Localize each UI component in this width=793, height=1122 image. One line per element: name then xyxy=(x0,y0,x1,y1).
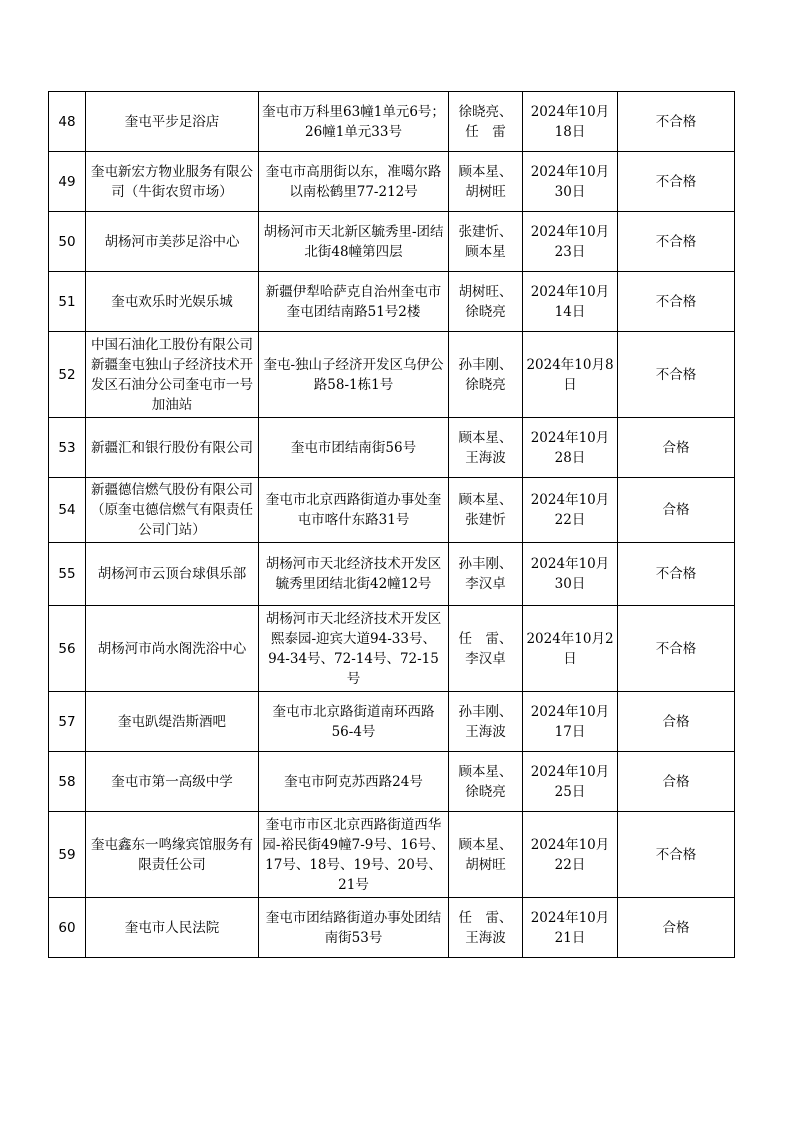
table-row xyxy=(49,478,735,543)
table-row xyxy=(49,898,735,958)
inspection-date-cell: 2024年10月23日 xyxy=(523,212,618,272)
row-number-cell: 52 xyxy=(49,332,86,418)
inspection-result-cell: 不合格 xyxy=(618,332,735,418)
unit-name-cell: 奎屯欢乐时光娱乐城 xyxy=(86,272,259,332)
unit-address-cell: 奎屯市北京西路街道办事处奎屯市喀什东路31号 xyxy=(259,478,449,543)
inspection-result-cell: 合格 xyxy=(618,418,735,478)
inspectors-cell: 孙丰刚、王海波 xyxy=(449,692,523,752)
unit-address-cell: 奎屯市万科里63幢1单元6号；26幢1单元33号 xyxy=(259,92,449,152)
unit-address-cell: 奎屯市市区北京西路街道西华园-裕民街49幢7-9号、16号、17号、18号、19号、20号、21号 xyxy=(259,812,449,898)
inspection-date-cell: 2024年10月22日 xyxy=(523,478,618,543)
inspectors-cell: 顾本星、王海波 xyxy=(449,418,523,478)
table-row xyxy=(49,606,735,692)
unit-address-cell: 奎屯-独山子经济开发区乌伊公路58-1栋1号 xyxy=(259,332,449,418)
table-row xyxy=(49,92,735,152)
unit-address-cell: 奎屯市阿克苏西路24号 xyxy=(259,752,449,812)
inspection-result-cell: 不合格 xyxy=(618,212,735,272)
inspectors-cell: 顾本星、张建忻 xyxy=(449,478,523,543)
inspection-date-cell: 2024年10月30日 xyxy=(523,152,618,212)
inspection-date-cell: 2024年10月25日 xyxy=(523,752,618,812)
unit-address-cell: 奎屯市团结南街56号 xyxy=(259,418,449,478)
row-number-cell: 54 xyxy=(49,478,86,543)
table-row xyxy=(49,692,735,752)
row-number-cell: 57 xyxy=(49,692,86,752)
inspectors-cell: 顾本星、胡树旺 xyxy=(449,812,523,898)
unit-address-cell: 胡杨河市天北新区毓秀里-团结北街48幢第四层 xyxy=(259,212,449,272)
table-row xyxy=(49,812,735,898)
inspection-results-table xyxy=(48,91,735,958)
row-number-cell: 58 xyxy=(49,752,86,812)
unit-name-cell: 胡杨河市尚水阁洗浴中心 xyxy=(86,606,259,692)
inspectors-cell: 孙丰刚、李汉卓 xyxy=(449,543,523,606)
inspection-date-cell: 2024年10月17日 xyxy=(523,692,618,752)
inspection-date-cell: 2024年10月8日 xyxy=(523,332,618,418)
inspection-result-cell: 合格 xyxy=(618,692,735,752)
row-number-cell: 51 xyxy=(49,272,86,332)
unit-name-cell: 奎屯鑫东一鸣缘宾馆服务有限责任公司 xyxy=(86,812,259,898)
inspection-result-cell: 不合格 xyxy=(618,812,735,898)
inspection-result-cell: 不合格 xyxy=(618,152,735,212)
unit-address-cell: 胡杨河市天北经济技术开发区熙泰园-迎宾大道94-33号、94-34号、72-14号、72-15号 xyxy=(259,606,449,692)
row-number-cell: 48 xyxy=(49,92,86,152)
row-number-cell: 60 xyxy=(49,898,86,958)
table-row xyxy=(49,418,735,478)
unit-name-cell: 新疆汇和银行股份有限公司 xyxy=(86,418,259,478)
unit-address-cell: 奎屯市团结路街道办事处团结南街53号 xyxy=(259,898,449,958)
inspection-date-cell: 2024年10月28日 xyxy=(523,418,618,478)
unit-name-cell: 新疆德信燃气股份有限公司（原奎屯德信燃气有限责任公司门站） xyxy=(86,478,259,543)
unit-name-cell: 奎屯新宏方物业服务有限公司（牛街农贸市场） xyxy=(86,152,259,212)
inspection-date-cell: 2024年10月22日 xyxy=(523,812,618,898)
inspection-result-cell: 合格 xyxy=(618,898,735,958)
inspection-date-cell: 2024年10月14日 xyxy=(523,272,618,332)
table-row xyxy=(49,152,735,212)
row-number-cell: 53 xyxy=(49,418,86,478)
unit-name-cell: 胡杨河市云顶台球俱乐部 xyxy=(86,543,259,606)
inspection-result-cell: 不合格 xyxy=(618,606,735,692)
inspectors-cell: 徐晓亮、任 雷 xyxy=(449,92,523,152)
table-row xyxy=(49,212,735,272)
unit-name-cell: 奎屯市第一高级中学 xyxy=(86,752,259,812)
table-row xyxy=(49,752,735,812)
row-number-cell: 49 xyxy=(49,152,86,212)
inspection-date-cell: 2024年10月2日 xyxy=(523,606,618,692)
unit-name-cell: 中国石油化工股份有限公司新疆奎屯独山子经济技术开发区石油分公司奎屯市一号加油站 xyxy=(86,332,259,418)
row-number-cell: 56 xyxy=(49,606,86,692)
inspectors-cell: 张建忻、顾本星 xyxy=(449,212,523,272)
inspectors-cell: 顾本星、徐晓亮 xyxy=(449,752,523,812)
inspectors-cell: 任 雷、王海波 xyxy=(449,898,523,958)
inspection-result-cell: 合格 xyxy=(618,478,735,543)
row-number-cell: 50 xyxy=(49,212,86,272)
unit-address-cell: 奎屯市北京路街道南环西路56-4号 xyxy=(259,692,449,752)
inspectors-cell: 任 雷、李汉卓 xyxy=(449,606,523,692)
table-row xyxy=(49,543,735,606)
inspectors-cell: 胡树旺、徐晓亮 xyxy=(449,272,523,332)
unit-address-cell: 奎屯市高朋街以东，准噶尔路以南松鹤里77-212号 xyxy=(259,152,449,212)
row-number-cell: 59 xyxy=(49,812,86,898)
inspection-result-cell: 合格 xyxy=(618,752,735,812)
unit-address-cell: 新疆伊犁哈萨克自治州奎屯市奎屯团结南路51号2楼 xyxy=(259,272,449,332)
inspection-date-cell: 2024年10月30日 xyxy=(523,543,618,606)
unit-name-cell: 奎屯平步足浴店 xyxy=(86,92,259,152)
inspection-result-cell: 不合格 xyxy=(618,92,735,152)
inspection-result-cell: 不合格 xyxy=(618,272,735,332)
table-row xyxy=(49,272,735,332)
inspection-result-cell: 不合格 xyxy=(618,543,735,606)
unit-address-cell: 胡杨河市天北经济技术开发区毓秀里团结北街42幢12号 xyxy=(259,543,449,606)
inspection-date-cell: 2024年10月21日 xyxy=(523,898,618,958)
row-number-cell: 55 xyxy=(49,543,86,606)
inspectors-cell: 顾本星、胡树旺 xyxy=(449,152,523,212)
unit-name-cell: 奎屯趴缇浩斯酒吧 xyxy=(86,692,259,752)
unit-name-cell: 奎屯市人民法院 xyxy=(86,898,259,958)
table-row xyxy=(49,332,735,418)
inspectors-cell: 孙丰刚、徐晓亮 xyxy=(449,332,523,418)
unit-name-cell: 胡杨河市美莎足浴中心 xyxy=(86,212,259,272)
inspection-date-cell: 2024年10月18日 xyxy=(523,92,618,152)
